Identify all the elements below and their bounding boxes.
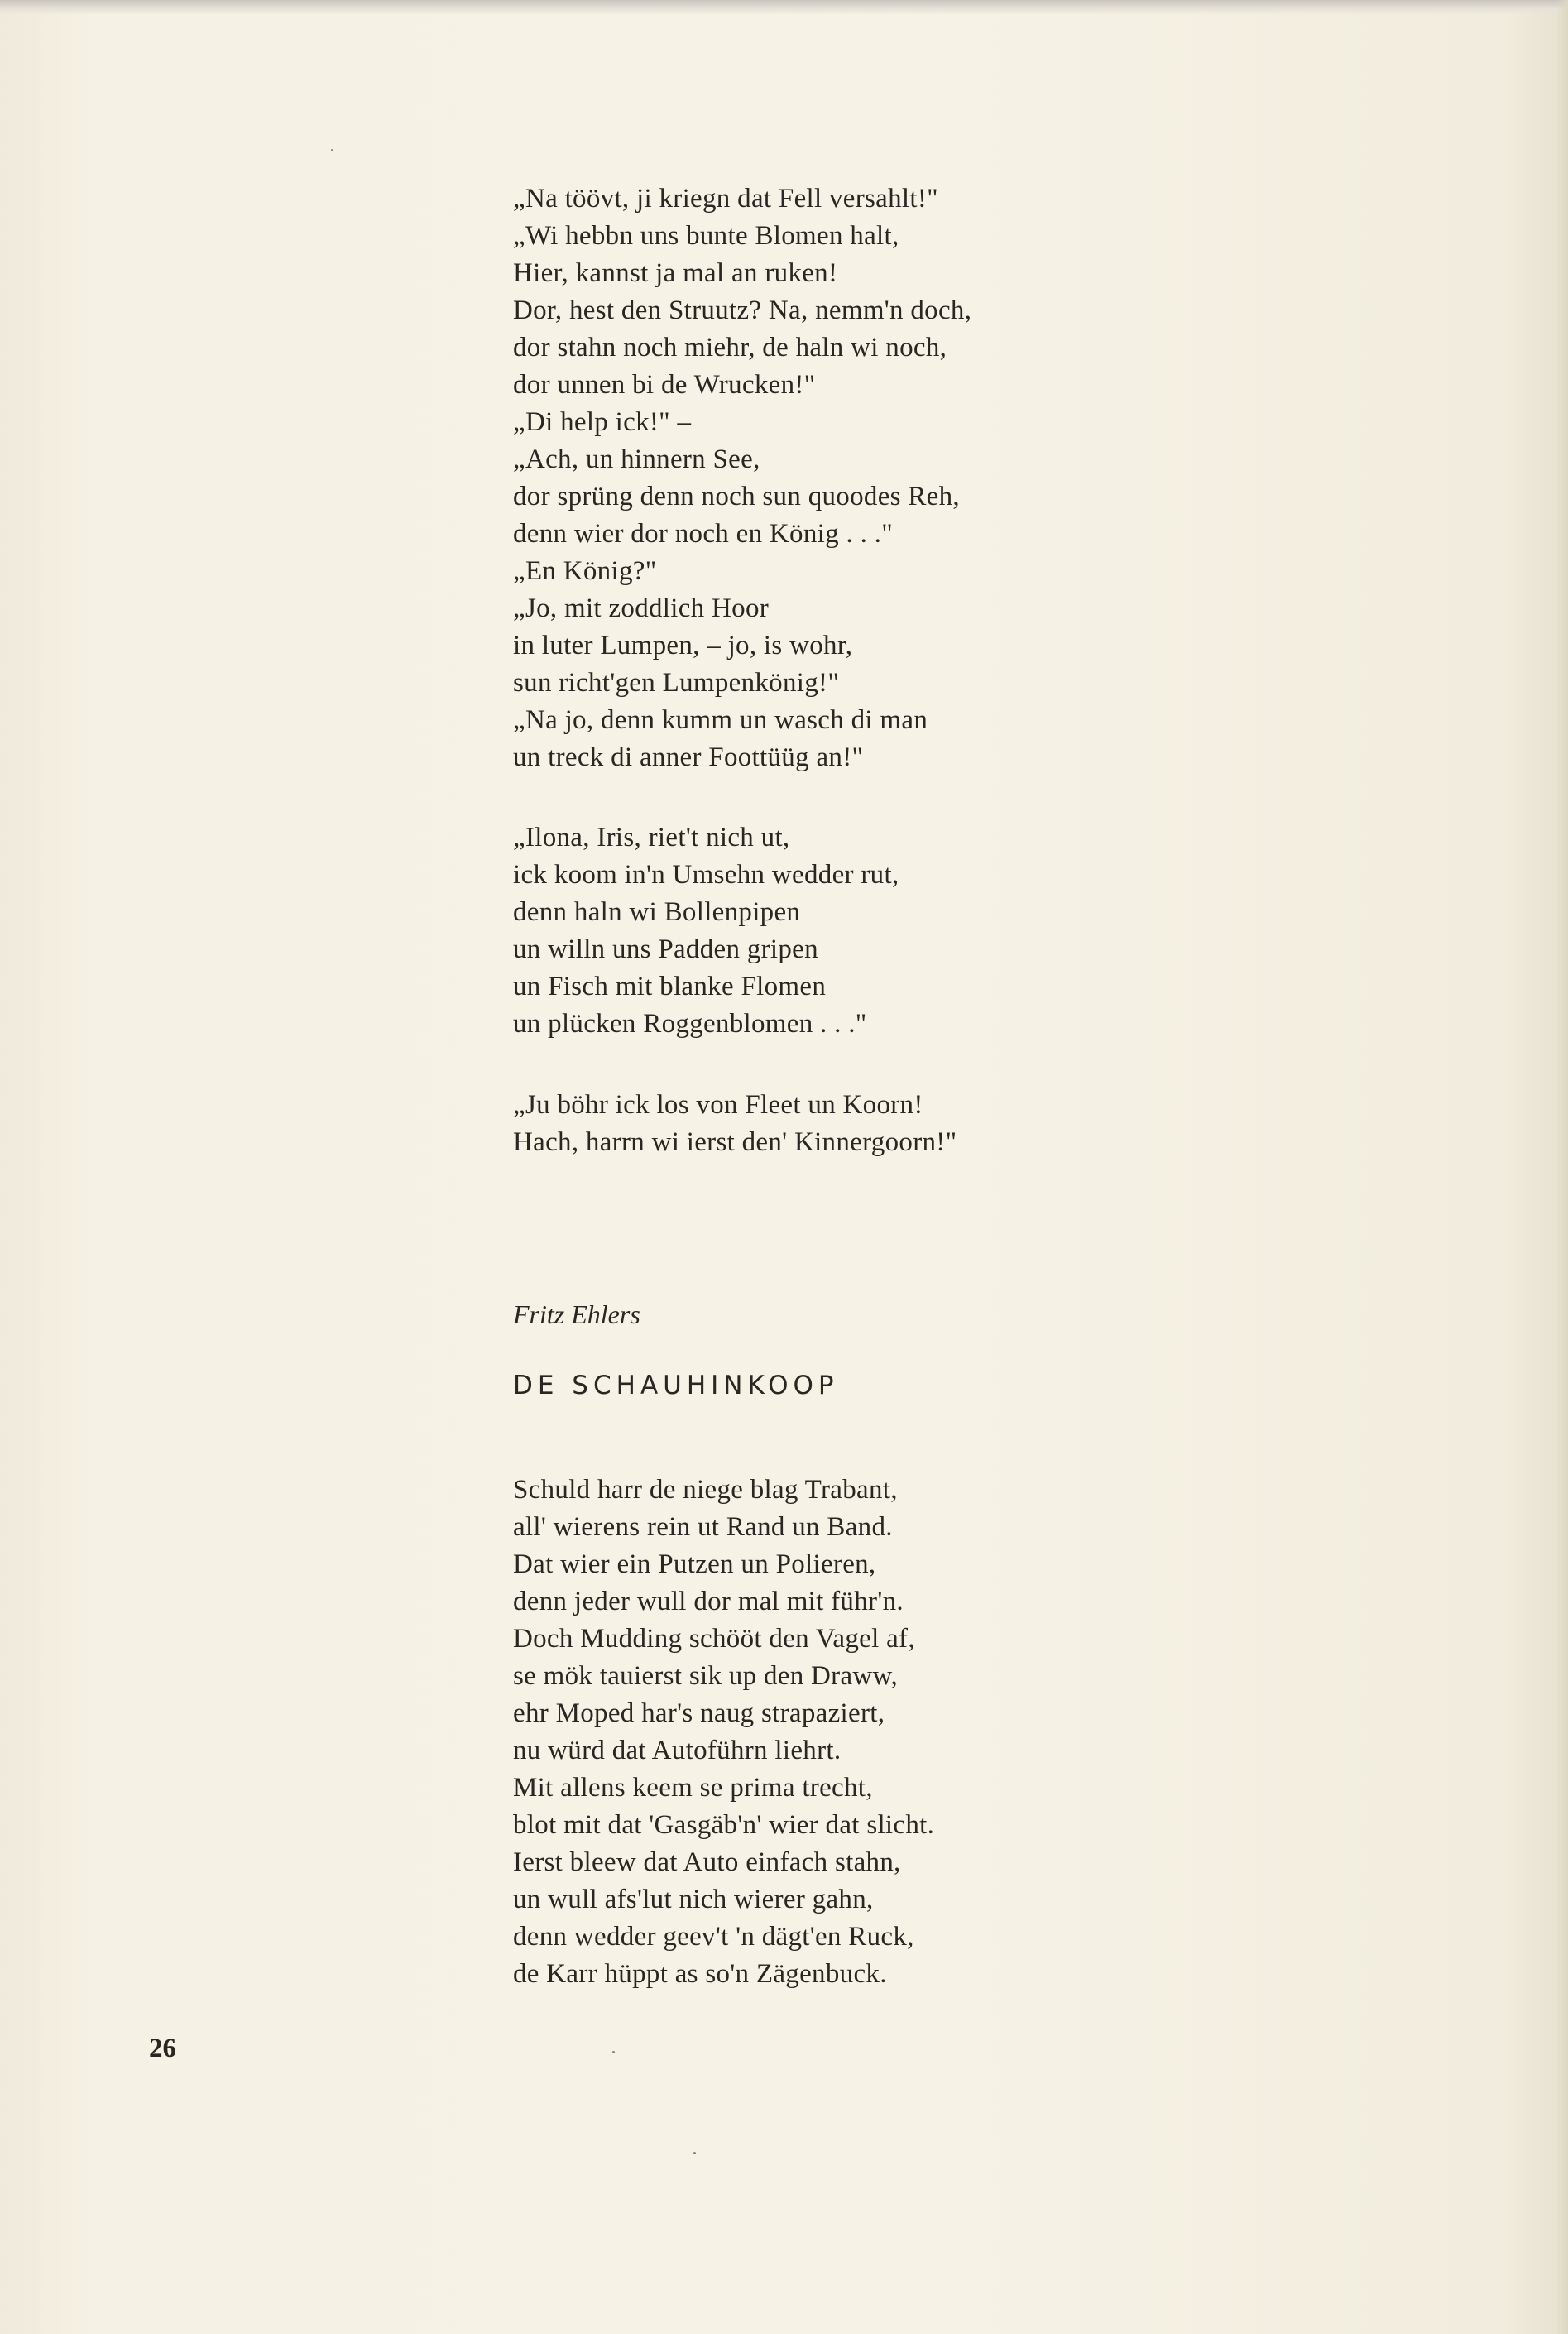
stanza-1	[513, 180, 1423, 776]
verse-line: Ierst bleew dat Auto einfach stahn,	[513, 1847, 901, 1877]
page-edge	[1556, 0, 1568, 2334]
author-name: Fritz Ehlers	[513, 1299, 640, 1329]
verse-line: Doch Mudding schööt den Vagel af,	[513, 1624, 915, 1654]
verse-line: dor unnen bi de Wrucken!"	[513, 370, 816, 400]
verse-line: de Karr hüppt as so'n Zägenbuck.	[513, 1959, 887, 1989]
verse-line: blot mit dat 'Gasgäb'n' wier dat slicht.	[513, 1810, 935, 1840]
verse-line: Mit allens keem se prima trecht,	[513, 1773, 873, 1803]
stanza-2	[513, 819, 1423, 1043]
verse-line: all' wierens rein ut Rand un Band.	[513, 1512, 893, 1542]
verse-line: denn wier dor noch en König . . ."	[513, 519, 893, 549]
verse-line: un willn uns Padden gripen	[513, 934, 818, 964]
verse-line: sun richt'gen Lumpenkönig!"	[513, 668, 840, 698]
page-number: 26	[149, 2034, 176, 2063]
verse-line: „Di help ick!" –	[513, 407, 692, 437]
paper-speck	[612, 2051, 615, 2053]
verse-line: ick koom in'n Umsehn wedder rut,	[513, 860, 899, 890]
paper-speck	[331, 149, 333, 151]
verse-line: „Na jo, denn kumm un wasch di man	[513, 705, 928, 735]
verse-line: Schuld harr de niege blag Trabant,	[513, 1475, 898, 1505]
verse-line: denn jeder wull dor mal mit führ'n.	[513, 1587, 904, 1616]
poem-body	[513, 1472, 1423, 1993]
verse-line: „Ilona, Iris, riet't nich ut,	[513, 823, 790, 852]
stanza-3	[513, 1087, 1423, 1161]
verse-line: dor sprüng denn noch sun quoodes Reh,	[513, 482, 960, 511]
verse-line: un plücken Roggenblomen . . ."	[513, 1009, 867, 1039]
poem-title: DE SCHAUHINKOOP	[513, 1371, 839, 1400]
verse-line: Hach, harrn wi ierst den' Kinnergoorn!"	[513, 1127, 957, 1157]
verse-line: „En König?"	[513, 556, 657, 586]
verse-line: „Na töövt, ji kriegn dat Fell versahlt!"	[513, 184, 938, 214]
verse-line: denn wedder geev't 'n dägt'en Ruck,	[513, 1922, 914, 1952]
verse-line: Hier, kannst ja mal an ruken!	[513, 258, 838, 288]
verse-line: ehr Moped har's naug strapaziert,	[513, 1698, 885, 1728]
verse-line: Dor, hest den Struutz? Na, nemm'n doch,	[513, 295, 972, 325]
verse-line: dor stahn noch miehr, de haln wi noch,	[513, 333, 947, 363]
scan-top-shadow	[0, 0, 1568, 15]
verse-line: nu würd dat Autoführn liehrt.	[513, 1736, 842, 1765]
verse-line: se mök tauierst sik up den Draww,	[513, 1661, 899, 1691]
verse-line: un Fisch mit blanke Flomen	[513, 972, 827, 1001]
verse-line: in luter Lumpen, – jo, is wohr,	[513, 631, 853, 660]
verse-line: „Ach, un hinnern See,	[513, 444, 760, 474]
verse-line: un treck di anner Foottüüg an!"	[513, 742, 864, 772]
verse-line: „Wi hebbn uns bunte Blomen halt,	[513, 221, 899, 251]
verse-line: „Jo, mit zoddlich Hoor	[513, 593, 770, 623]
verse-line: denn haln wi Bollenpipen	[513, 897, 801, 927]
verse-line: un wull afs'lut nich wierer gahn,	[513, 1885, 874, 1914]
verse-line: Dat wier ein Putzen un Polieren,	[513, 1549, 876, 1579]
verse-line: „Ju böhr ick los von Fleet un Koorn!	[513, 1090, 923, 1120]
paper-speck	[693, 2152, 696, 2154]
